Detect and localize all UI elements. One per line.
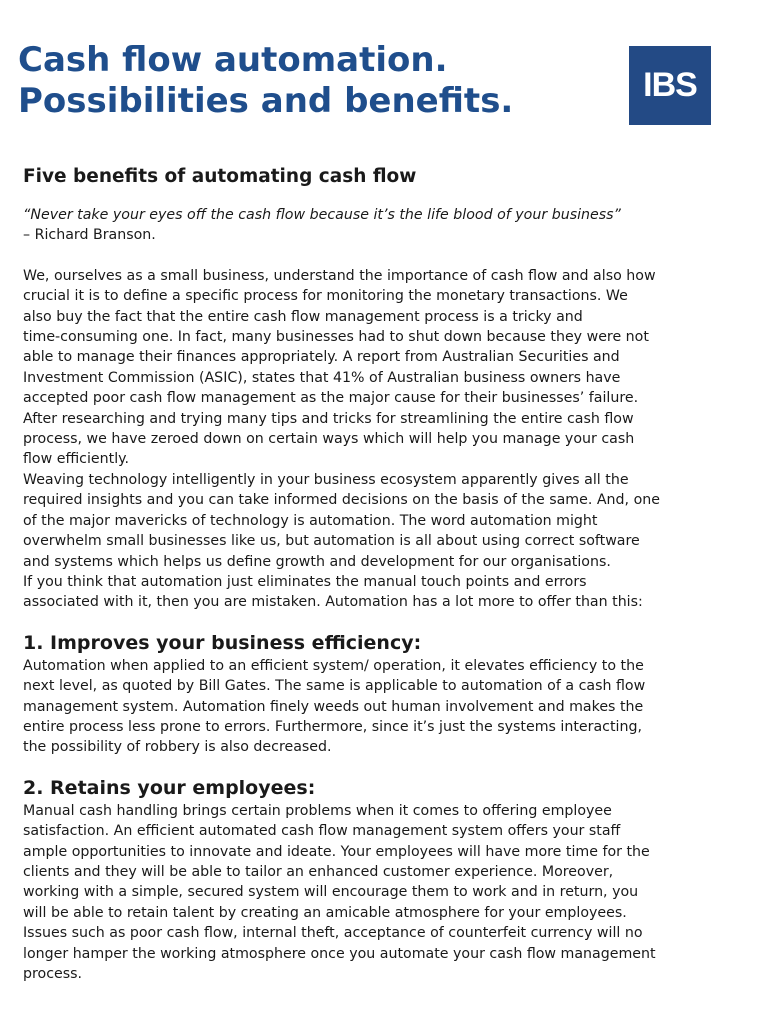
quote-text: “Never take your eyes off the cash flow because it’s the life blood of your business”	[23, 207, 621, 223]
intro-line: of the major mavericks of technology is automation. The word automation might	[23, 512, 598, 529]
quote-attribution: – Richard Branson.	[23, 227, 156, 244]
intro-line: Weaving technology intelligently in your business ecosystem apparently gives all the	[23, 471, 629, 488]
section-line: the possibility of robbery is also decreased.	[23, 739, 332, 756]
section-line: Manual cash handling brings certain problems when it comes to offering employee	[23, 802, 612, 819]
document-body	[23, 164, 748, 984]
intro-line: able to manage their finances appropriately. A report from Australian Securities and	[23, 349, 620, 366]
section-line: Automation when applied to an efficient system/ operation, it elevates efficiency to the	[23, 657, 644, 674]
subheading: Five benefits of automating cash flow	[23, 166, 417, 187]
section-line: working with a simple, secured system will encourage them to work and in return, you	[23, 884, 639, 901]
section-line: ample opportunities to innovate and ideate. Your employees will have more time for the	[23, 843, 650, 860]
page-title	[18, 40, 598, 122]
section-line: clients and they will be able to tailor an enhanced customer experience. Moreover,	[23, 863, 614, 880]
section-line: entire process less prone to errors. Furthermore, since it’s just the systems interacting,	[23, 718, 642, 735]
benefit-section	[23, 776, 748, 985]
section-line: Issues such as poor cash flow, internal theft, acceptance of counterfeit currency will no	[23, 925, 643, 942]
intro-paragraph	[23, 266, 748, 613]
title-line-2: Possibilities and benefits.	[18, 81, 514, 121]
ibs-logo: IBS	[629, 46, 711, 125]
intro-line: crucial it is to define a specific process for monitoring the monetary transactions. We	[23, 288, 628, 305]
section-line: management system. Automation finely weeds out human involvement and makes the	[23, 698, 644, 715]
intro-line: accepted poor cash flow management as the major cause for their businesses’ failure.	[23, 390, 639, 407]
intro-line: If you think that automation just eliminates the manual touch points and errors	[23, 573, 587, 590]
intro-line: required insights and you can take informed decisions on the basis of the same. And, one	[23, 492, 660, 509]
benefit-section	[23, 631, 748, 758]
intro-line: also buy the fact that the entire cash flow management process is a tricky and	[23, 308, 583, 325]
intro-line: Investment Commission (ASIC), states that 41% of Australian business owners have	[23, 369, 621, 386]
intro-line: process, we have zeroed down on certain ways which will help you manage your cash	[23, 431, 635, 448]
section-line: longer hamper the working atmosphere once you automate your cash flow management	[23, 945, 656, 962]
section-paragraph	[23, 801, 748, 985]
section-heading: 2. Retains your employees:	[23, 776, 316, 799]
section-heading: 1. Improves your business efficiency:	[23, 631, 422, 654]
section-line: will be able to retain talent by creating an amicable atmosphere for your employees.	[23, 904, 627, 921]
title-line-1: Cash flow automation.	[18, 40, 448, 80]
section-line: satisfaction. An efficient automated cash flow management system offers your staff	[23, 823, 621, 840]
intro-line: overwhelm small businesses like us, but automation is all about using correct software	[23, 533, 640, 550]
intro-line: associated with it, then you are mistaken. Automation has a lot more to offer than this:	[23, 594, 643, 611]
intro-line: time-consuming one. In fact, many businesses had to shut down because they were not	[23, 329, 649, 346]
section-line: next level, as quoted by Bill Gates. The same is applicable to automation of a cash flow	[23, 678, 646, 695]
intro-line: After researching and trying many tips and tricks for streamlining the entire cash flow	[23, 410, 634, 427]
section-paragraph	[23, 656, 748, 758]
intro-line: flow efficiently.	[23, 451, 130, 468]
intro-line: We, ourselves as a small business, understand the importance of cash flow and also how	[23, 267, 656, 284]
benefit-sections	[23, 631, 748, 985]
intro-line: and systems which helps us define growth and development for our organisations.	[23, 553, 611, 570]
section-line: process.	[23, 966, 83, 982]
